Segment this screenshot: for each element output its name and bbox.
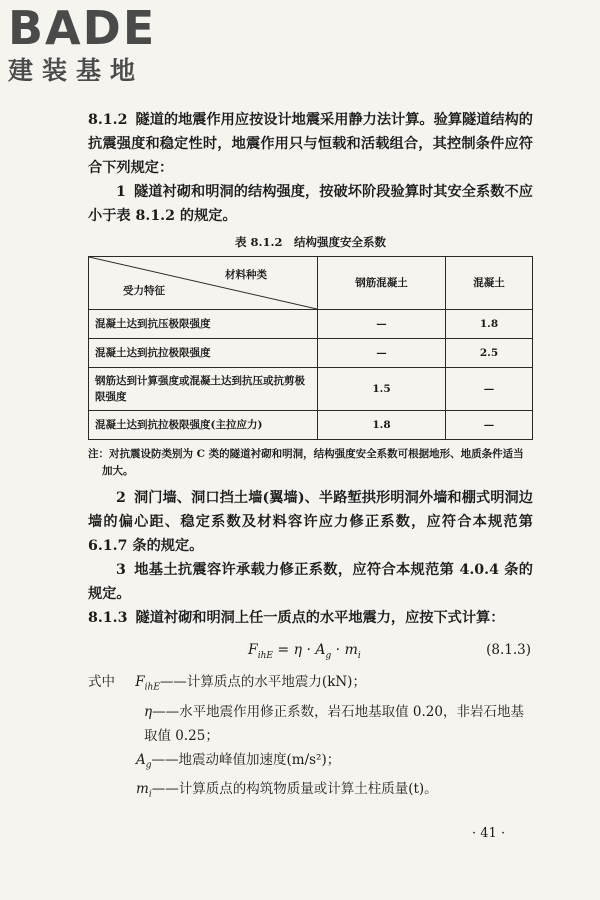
symbol-Ag: $A_g$ xyxy=(136,751,152,771)
item-3 xyxy=(88,558,533,606)
definition-eta xyxy=(88,700,533,748)
definition-prefix: 式中 xyxy=(88,674,115,690)
definition-Ag xyxy=(88,748,533,778)
table-row xyxy=(89,339,533,368)
table-row xyxy=(89,411,533,440)
symbol-mi: $m_i$ xyxy=(136,781,152,801)
table-header-row xyxy=(89,257,533,310)
safety-factor-table xyxy=(88,256,533,440)
formula-expression: $F_{ihE} = \eta \cdot A_g \cdot m_i$ xyxy=(248,642,361,661)
header-concrete: 混凝土 xyxy=(446,257,533,310)
row-value: — xyxy=(446,368,533,411)
row-label: 混凝土达到抗拉极限强度(主拉应力) xyxy=(89,411,318,440)
row-value: — xyxy=(446,411,533,440)
table-note: 注：对抗震设防类别为 C 类的隧道衬砌和明洞，结构强度安全系数可根据地形、地质条件适当加大。 xyxy=(88,448,524,477)
definition-text: ——计算质点的构筑物质量或计算土柱质量(t)。 xyxy=(151,781,438,798)
symbol-eta: η xyxy=(144,703,153,720)
definition-text: ——水平地震作用修正系数，岩石地基取值 0.20，非岩石地基取值 0.25； xyxy=(144,703,524,744)
row-value: — xyxy=(318,310,446,339)
item-number: 2 xyxy=(116,490,126,506)
table-row xyxy=(89,310,533,339)
item-text: 隧道衬砌和明洞的结构强度，按破坏阶段验算时其安全系数不应小于表 8.1.2 的规定。 xyxy=(88,184,533,224)
section-number: 8.1.3 xyxy=(88,610,128,626)
section-text: 隧道衬砌和明洞上任一质点的水平地震力，应按下式计算： xyxy=(135,610,505,626)
formula-definitions xyxy=(88,670,533,807)
row-label: 钢筋达到计算强度或混凝土达到抗压或抗剪极限强度 xyxy=(89,368,318,411)
item-2 xyxy=(88,486,533,558)
definition-F xyxy=(88,670,533,700)
definition-text: ——地震动峰值加速度(m/s²)； xyxy=(151,751,341,768)
row-value: — xyxy=(318,339,446,368)
row-value: 2.5 xyxy=(446,339,533,368)
row-value: 1.8 xyxy=(446,310,533,339)
logo-subtitle: 建装基地 xyxy=(8,56,145,85)
row-value: 1.5 xyxy=(318,368,446,411)
item-text: 地基土抗震容许承载力修正系数，应符合本规范第 4.0.4 条的规定。 xyxy=(88,562,533,602)
row-label: 混凝土达到抗拉极限强度 xyxy=(89,339,318,368)
header-reinforced-concrete: 钢筋混凝土 xyxy=(318,257,446,310)
formula-8-1-3 xyxy=(88,636,533,666)
symbol-F: $F_{ihE}$ xyxy=(135,674,160,693)
document-body xyxy=(88,108,533,807)
definition-text: ——计算质点的水平地震力(kN)； xyxy=(159,674,366,690)
row-label: 混凝土达到抗压极限强度 xyxy=(89,310,318,339)
section-8-1-3 xyxy=(88,606,533,630)
item-1 xyxy=(88,180,533,228)
page-number: · 41 · xyxy=(472,826,506,841)
logo-brand: BADE xyxy=(8,1,157,55)
logo xyxy=(8,1,178,86)
section-text: 隧道的地震作用应按设计地震采用静力法计算。验算隧道结构的抗震强度和稳定性时，地震作用只与恒载和活载组合，其控制条件应符合下列规定： xyxy=(88,112,533,176)
section-8-1-2 xyxy=(88,108,533,180)
header-load: 受力特征 xyxy=(123,285,165,297)
item-number: 3 xyxy=(116,562,126,578)
row-value: 1.8 xyxy=(318,411,446,440)
formula-number: (8.1.3) xyxy=(486,642,531,658)
header-material: 材料种类 xyxy=(225,269,267,281)
diagonal-header-cell xyxy=(89,257,318,310)
table-caption: 表 8.1.2 结构强度安全系数 xyxy=(234,235,386,249)
table-row xyxy=(89,368,533,411)
item-number: 1 xyxy=(116,184,126,200)
definition-mi xyxy=(88,777,533,807)
section-number: 8.1.2 xyxy=(88,112,128,128)
item-text: 洞门墙、洞口挡土墙(翼墙)、半路堑拱形明洞外墙和棚式明洞边墙的偏心距、稳定系数及材料容许应力修正系数，应符合本规范第 6.1.7 条的规定。 xyxy=(88,490,533,554)
